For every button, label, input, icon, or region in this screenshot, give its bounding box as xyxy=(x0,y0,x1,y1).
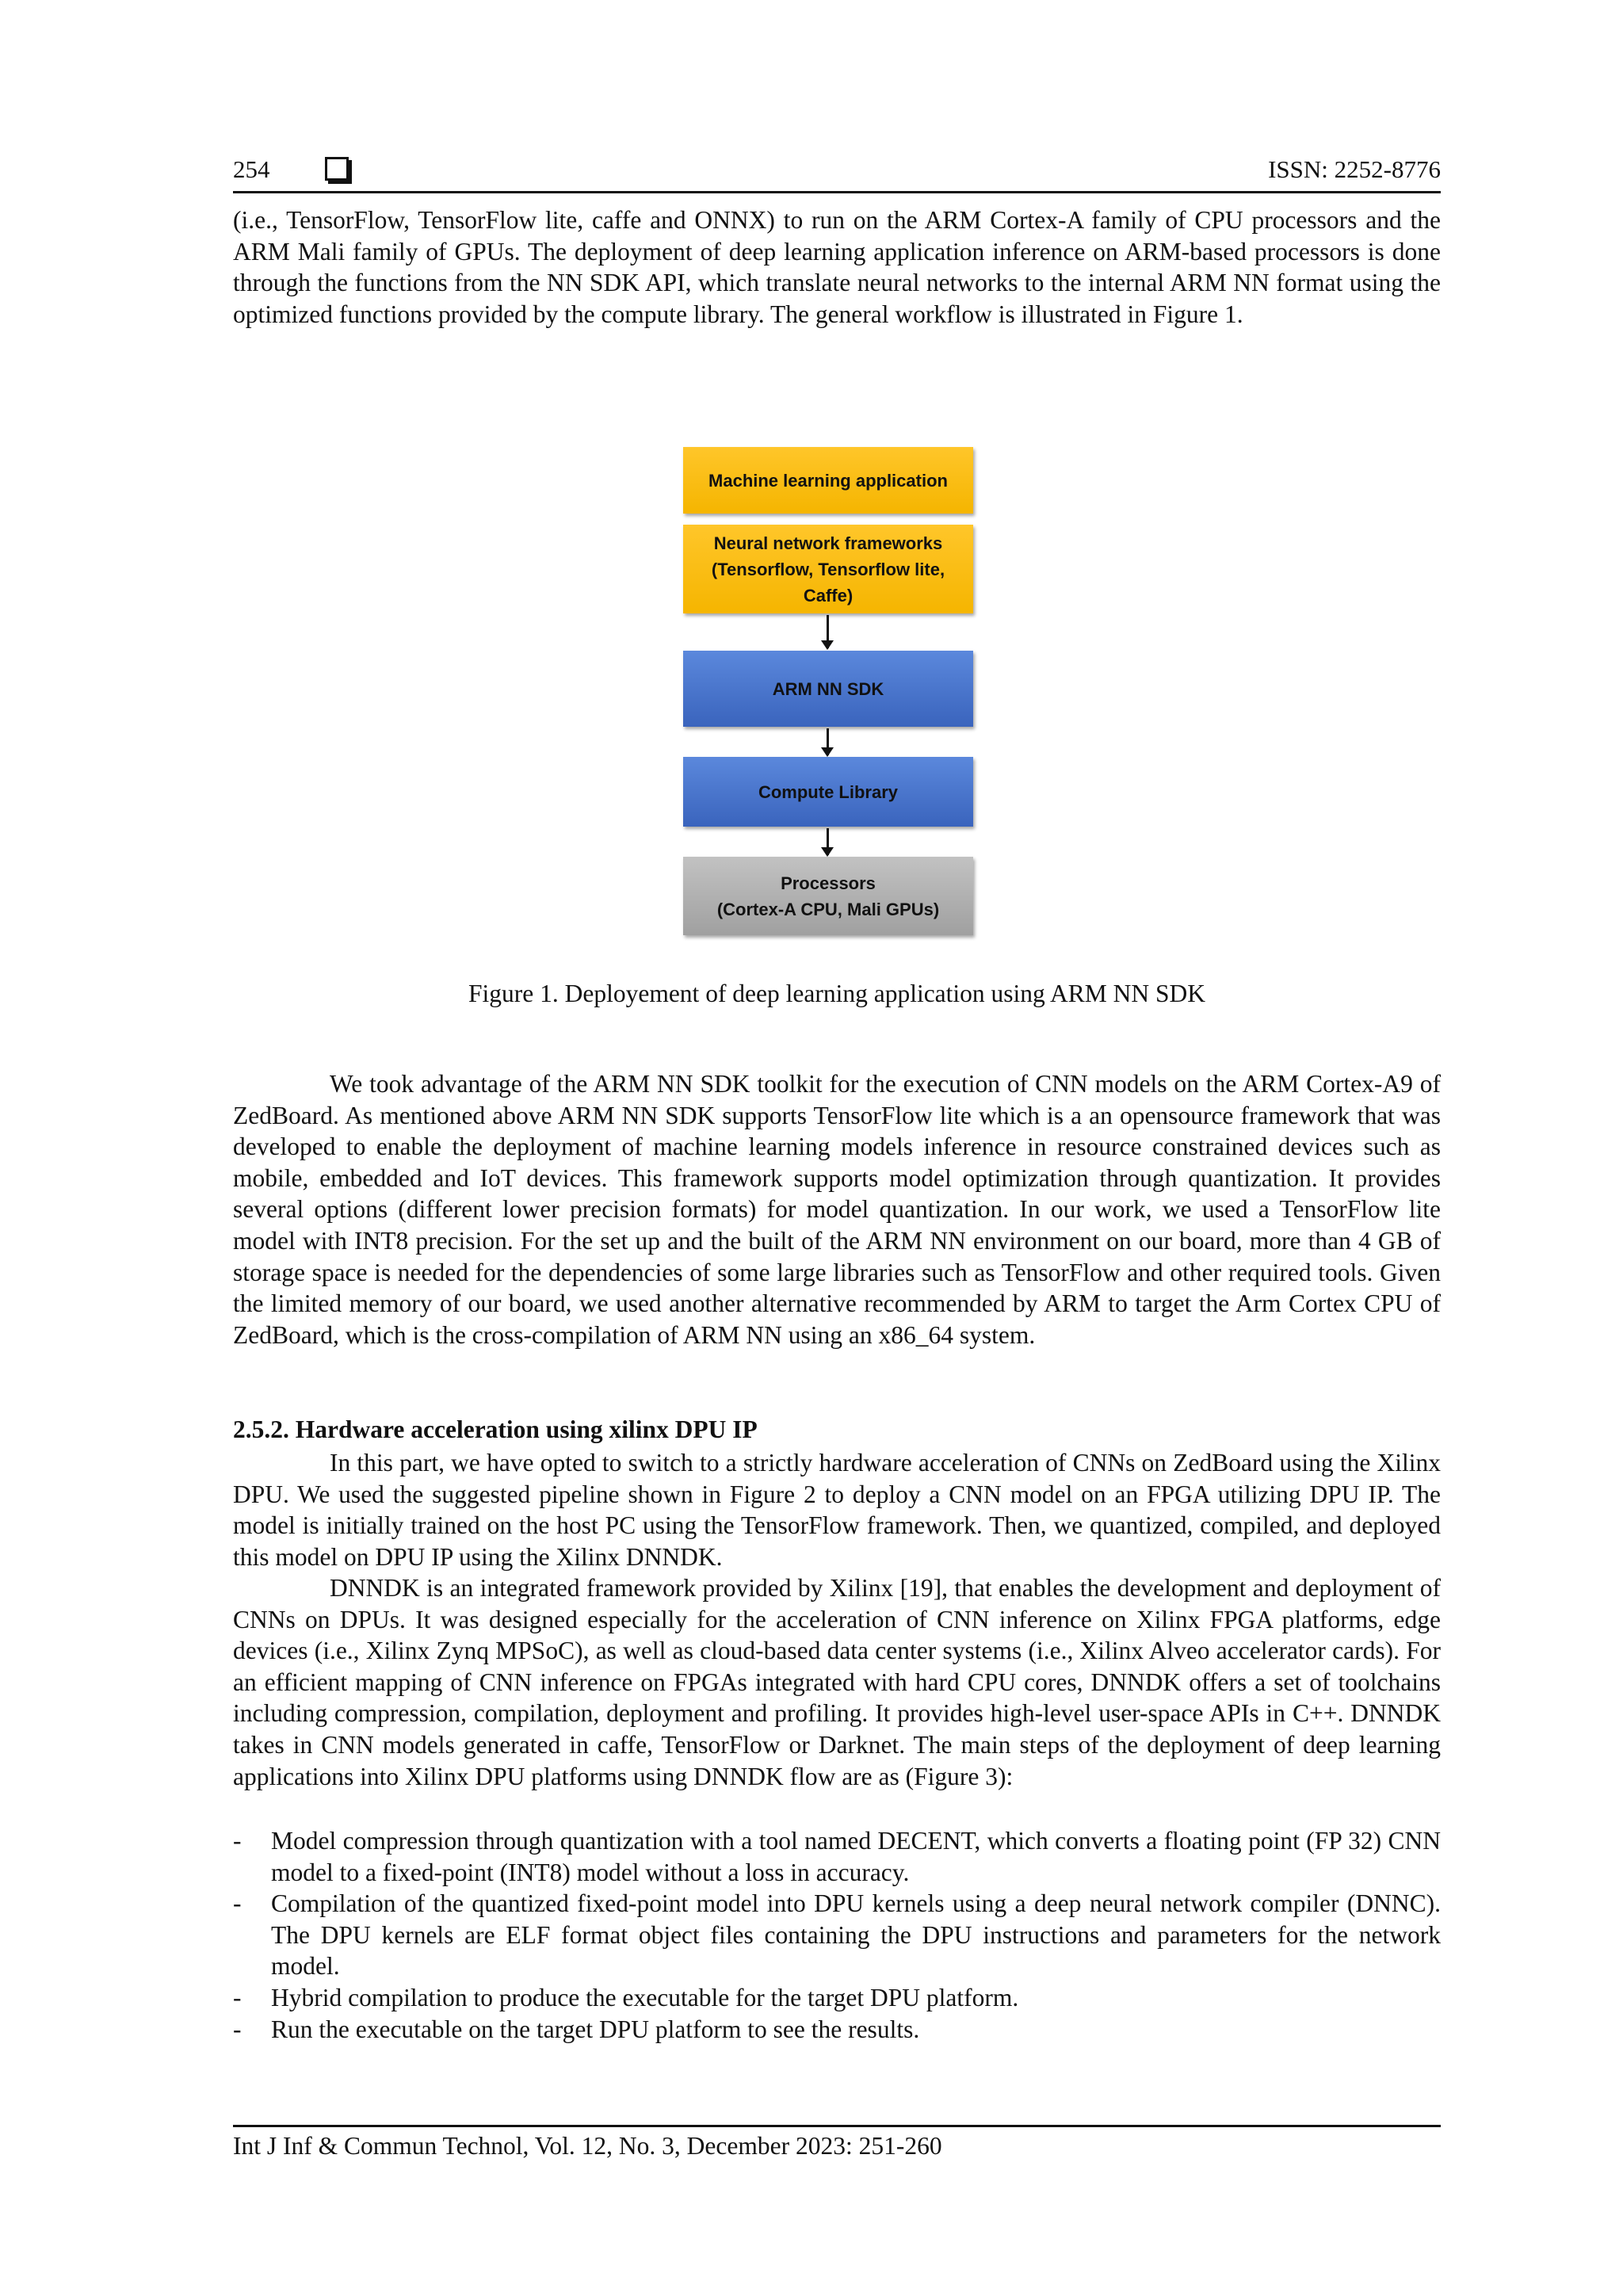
list-item-text: Compilation of the quantized fixed-point model into DPU kernels using a deep neural network compiler (DNNC). The DPU kernels are ELF format object files containing the DPU instructions and parameters for the network model. xyxy=(271,1889,1441,1981)
box-line: Caffe) xyxy=(803,585,854,606)
box-compute-library xyxy=(683,757,973,827)
section-heading: 2.5.2. Hardware acceleration using xilinx DPU IP xyxy=(233,1415,758,1443)
box-machine-learning-application xyxy=(683,447,973,514)
box-line: Processors xyxy=(781,873,876,893)
arrow-down xyxy=(827,828,829,855)
bullet-dash: - xyxy=(233,1827,242,1855)
dnndk-paragraph: DNNDK is an integrated framework provided by Xilinx [19], that enables the development and deployment of CNNs on DPUs. It was designed especially for the acceleration of CNN inference on Xilinx FPGA platforms, edge devices (i.e., Xilinx Zynq MPSoC), as well as cloud-based data center systems (i.e., Xilinx Alveo accelerator cards). For an efficient mapping of CNN inference on FPGAs integrated with hard CPU cores, DNNDK offers a set of toolchains including compression, compilation, deployment and profiling. It provides high-level user-space APIs in C++. DNNDK takes in CNN models generated in caffe, TensorFlow or Darknet. The main steps of the deployment of deep learning applications into Xilinx DPU platforms using DNNDK flow are as (Figure 3): xyxy=(233,1574,1441,1790)
box-line: ARM NN SDK xyxy=(772,678,884,699)
intro-paragraph: (i.e., TensorFlow, TensorFlow lite, caffe and ONNX) to run on the ARM Cortex-A family of CPU processors and the ARM Mali family of GPUs. The deployment of deep learning application inference on ARM-based processors is done through the functions from the NN SDK API, which translate neural networks to the internal ARM NN format using the optimized functions provided by the compute library. The general workflow is illustrated in Figure 1. xyxy=(233,206,1441,328)
footer-rule xyxy=(233,2125,1441,2127)
box-line: Neural network frameworks xyxy=(713,533,943,553)
dpu-paragraph-1: In this part, we have opted to switch to a strictly hardware acceleration of CNNs on ZedBoard using the Xilinx DPU. We used the suggested pipeline shown in Figure 2 to deploy a CNN model on an FPGA utilizing DPU IP. The model is initially trained on the host PC using the TensorFlow framework. Then, we quantized, compiled, and deployed this model on DPU IP using the Xilinx DNNDK. xyxy=(233,1449,1441,1571)
list-item xyxy=(233,2014,1441,2046)
list-item-text: Run the executable on the target DPU platform to see the results. xyxy=(271,2015,920,2043)
figure-1-diagram xyxy=(683,447,973,935)
steps-list xyxy=(233,1825,1441,2045)
bullet-dash: - xyxy=(233,1889,242,1918)
list-item xyxy=(233,1982,1441,2014)
list-item xyxy=(233,1888,1441,1982)
box-line: (Cortex-A CPU, Mali GPUs) xyxy=(716,899,940,919)
issn: ISSN: 2252-8776 xyxy=(1268,155,1441,183)
box-line: Machine learning application xyxy=(708,470,948,491)
arrow-down xyxy=(827,615,829,648)
figure-caption: Figure 1. Deployement of deep learning application using ARM NN SDK xyxy=(468,980,1205,1007)
page-header xyxy=(233,155,1441,195)
bullet-dash: - xyxy=(233,2015,242,2043)
box-line: Compute Library xyxy=(758,781,899,802)
list-item-text: Model compression through quantization with a tool named DECENT, which converts a floating point (FP 32) CNN model to a fixed-point (INT8) model without a loss in accuracy. xyxy=(271,1827,1441,1886)
page-number: 254 xyxy=(233,155,270,183)
checkbox-square-icon xyxy=(325,157,349,181)
arrow-down xyxy=(827,728,829,755)
box-arm-nn-sdk xyxy=(683,651,973,727)
list-item xyxy=(233,1825,1441,1888)
box-line: (Tensorflow, Tensorflow lite, xyxy=(711,559,945,579)
bullet-dash: - xyxy=(233,1983,242,2011)
armnn-paragraph: We took advantage of the ARM NN SDK toolkit for the execution of CNN models on the ARM Cortex-A9 of ZedBoard. As mentioned above ARM NN SDK supports TensorFlow lite which is a an opensource framework that was developed to enable the deployment of machine learning models inference in resource constrained devices such as mobile, embedded and IoT devices. This framework supports model optimization through quantization. It provides several options (different lower precision formats) for model quantization. In our work, we used a TensorFlow lite model with INT8 precision. For the set up and the built of the ARM NN environment on our board, more than 4 GB of storage space is needed for the dependencies of some large libraries such as TensorFlow and other required tools. Given the limited memory of our board, we used another alternative recommended by ARM to target the Arm Cortex CPU of ZedBoard, which is the cross-compilation of ARM NN using an x86_64 system. xyxy=(233,1070,1441,1349)
header-rule xyxy=(233,191,1441,193)
box-neural-network-frameworks xyxy=(683,525,973,613)
journal-footer: Int J Inf & Commun Technol, Vol. 12, No. 3, December 2023: 251-260 xyxy=(233,2132,942,2160)
box-processors xyxy=(683,857,973,935)
list-item-text: Hybrid compilation to produce the executable for the target DPU platform. xyxy=(271,1983,1019,2011)
